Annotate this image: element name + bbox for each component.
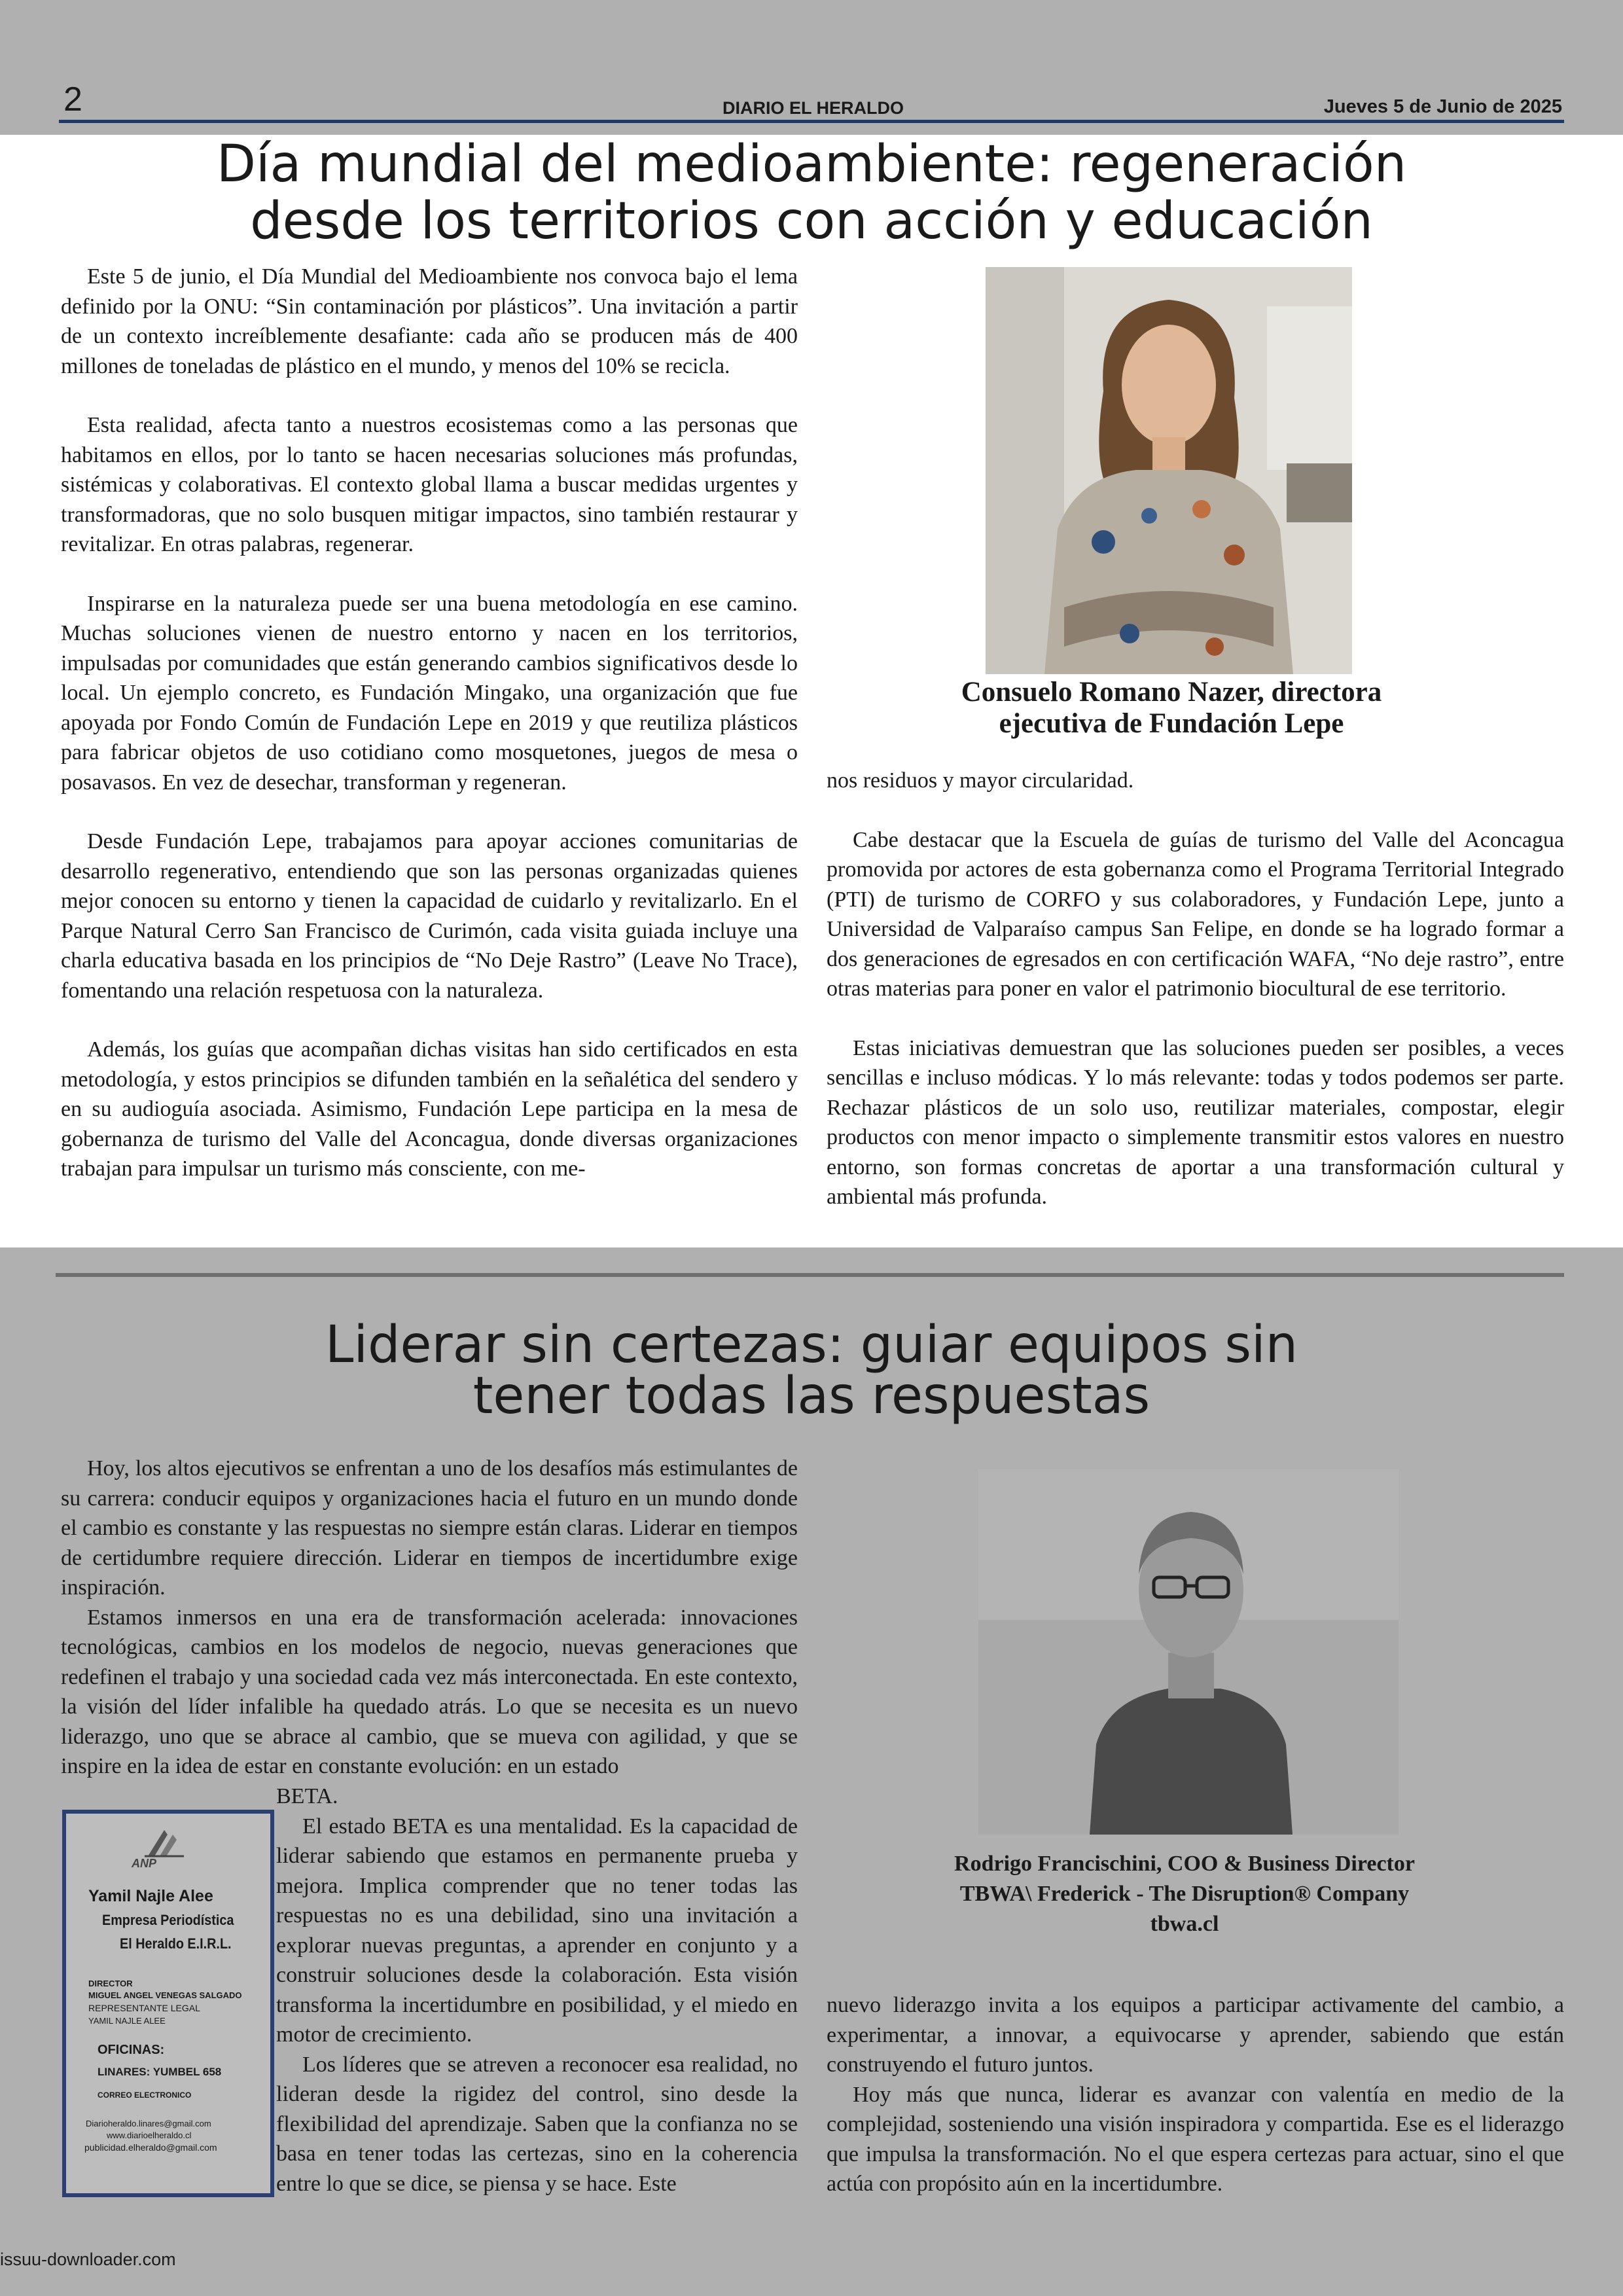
email-2: publicidad.elheraldo@gmail.com	[84, 2142, 217, 2153]
paragraph: Los líderes que se atreven a reconocer esa realidad, no lideran desde la rigidez del control, sino desde la flexibilidad del aprendizaje. Saben que la confianza no se basa en tener todas las certezas, sino en la coherencia entre lo que se dice, se piensa y se hace. Este	[276, 2052, 798, 2196]
portrait-caption	[897, 677, 1446, 740]
paragraph: Cabe destacar que la Escuela de guías de turismo del Valle del Aconcagua promovida por actores de esta gobernanza como el Programa Territorial Integrado (PTI) de turismo de CORFO y sus colaboradores, y Fundación Lepe, junto a Universidad de Valparaíso campus San Felipe, en donde se ha logrado formar a dos generaciones de egresados en con certificación WAFA, “No deje rastro”, entre otras materias para poner en valor el patrimonio biocultural de ese territorio.	[827, 827, 1564, 1001]
article-title-line1: Liderar sin certezas: guiar equipos sin	[325, 1316, 1298, 1374]
company-line2: El Heraldo E.I.R.L.	[120, 1935, 232, 1952]
article-title-line1: Día mundial del medioambiente: regeneración	[216, 135, 1407, 194]
paragraph: Estamos inmersos en una era de transformación acelerada: innovaciones tecnológicas, cambios en los modelos de negocio, nuevas generaciones que redefinen el trabajo y una sociedad cada vez más interconectada. En este contexto, la visión del líder infalible ha quedado atrás. Lo que se necesita es un nuevo liderazgo, uno que se abrace al cambio, que se mueva con agilidad, y que se inspire en la idea de estar en constante evolución: en un estado	[61, 1605, 798, 1778]
paragraph: Estas iniciativas demuestran que las soluciones pueden ser posibles, a veces sencillas e incluso módicas. Y lo más relevante: todas y todos podemos ser parte. Rechazar plásticos de un solo uso, reutilizar materiales, compostar, elegir productos con menor impacto o simplemente transmitir estos valores en nuestro entorno, son formas concretas de aportar a una transformación cultural y ambiental más profunda.	[827, 1035, 1564, 1209]
portrait-caption-2	[903, 1849, 1466, 1939]
portrait-photo	[986, 267, 1352, 674]
anp-logo-icon	[141, 1827, 187, 1859]
article2-narrow-column	[276, 1782, 798, 2198]
article-right-column	[827, 766, 1564, 1212]
owner-name: Yamil Najle Alee	[88, 1887, 213, 1905]
article-title-line2: tener todas las respuestas	[473, 1367, 1150, 1426]
paragraph: Inspirarse en la naturaleza puede ser una buena metodología en ese camino. Muchas soluciones vienen de nuestro entorno y nacen en los territorios, impulsadas por comunidades que están generando cambios significativos desde lo local. Un ejemplo concreto, es Fundación Mingako, una organización que fue apoyada por Fondo Común de Fundación Lepe en 2019 y que reutiliza plásticos para fabricar objetos de uso cotidiano como mosquetones, juegos de mesa o posavasos. En vez de desechar, transforman y regeneran.	[61, 591, 798, 795]
paragraph: Este 5 de junio, el Día Mundial del Medioambiente nos convoca bajo el lema definido por la ONU: “Sin contaminación por plásticos”. Una invitación a partir de un contexto increíblemente desafiante: cada año se producen más de 400 millones de toneladas de plástico en el mundo, y menos del 10% se recicla.	[61, 264, 798, 378]
issue-date: Jueves 5 de Junio de 2025	[1323, 96, 1562, 117]
article-title-line2: desde los territorios con acción y educación	[250, 192, 1373, 251]
paragraph: Esta realidad, afecta tanto a nuestros ecosistemas como a las personas que habitamos en ellos, por lo tanto se hacen necesarias soluciones más profundas, sistémicas y colaborativas. El contexto global llama a buscar medidas urgentes y transformadoras, que no solo busquen mitigar impactos, sino también restaurar y revitalizar. En otras palabras, regenerar.	[61, 413, 798, 556]
logo-text: ANP	[132, 1857, 157, 1870]
rep-label: REPRESENTANTE LEGAL	[88, 2003, 200, 2013]
article2-left-top	[61, 1454, 798, 1782]
article-environment	[0, 135, 1623, 1247]
header-rule	[59, 120, 1564, 123]
paragraph: Además, los guías que acompañan dichas visitas han sido certificados en esta metodología, y estos principios se difunden también en la señalética del sendero y en su audioguía asociada. Asimismo, Fundación Lepe participa en la mesa de gobernanza de turismo del Valle del Aconcagua, donde diversas organizaciones trabajan para impulsar un turismo más consciente, con me-	[61, 1037, 798, 1181]
portrait-photo-2	[978, 1469, 1399, 1835]
caption-line3: tbwa.cl	[1150, 1912, 1219, 1936]
article-left-column	[61, 262, 798, 1184]
paragraph: nos residuos y mayor circularidad.	[827, 768, 1134, 793]
rep-name: YAMIL NAJLE ALEE	[88, 2016, 166, 2026]
caption-line1: Rodrigo Francischini, COO & Business Director	[954, 1852, 1415, 1876]
caption-line1: Consuelo Romano Nazer, directora	[961, 677, 1382, 708]
paragraph: El estado BETA es una mentalidad. Es la capacidad de liderar sabiendo que estamos en permanente prueba y mejora. Implica comprender que no tener todas las respuestas no es una debilidad, sino una invitación a explorar nuevas preguntas, a aprender en conjunto y a construir soluciones desde la colaboración. Esta visión transforma la incertidumbre en posibilidad, y el miedo en motor de crecimiento.	[276, 1814, 798, 2047]
caption-line2: ejecutiva de Fundación Lepe	[999, 708, 1344, 739]
paragraph: Desde Fundación Lepe, trabajamos para apoyar acciones comunitarias de desarrollo regenerativo, entendiendo que son las personas organizadas quienes mejor conocen su entorno y tienen la capacidad de cuidarlo y revitalizarlo. En el Parque Natural Cerro San Francisco de Curimón, cada visita guiada incluye una charla educativa basada en los principios de “No Deje Rastro” (Leave No Trace), fomentando una relación respetuosa con la naturaleza.	[61, 829, 798, 1003]
email-1: Diarioheraldo.linares@gmail.com	[86, 2119, 211, 2128]
article-leadership-title	[0, 1316, 1623, 1446]
paper-name: DIARIO EL HERALDO	[722, 98, 904, 118]
offices-value: LINARES: YUMBEL 658	[98, 2066, 222, 2078]
caption-line2: TBWA\ Frederick - The Disruption® Company	[959, 1882, 1410, 1906]
company-line1: Empresa Periodística	[102, 1912, 234, 1928]
article-separator	[56, 1273, 1564, 1277]
portrait-image	[986, 267, 1352, 674]
masthead-box	[62, 1810, 274, 2197]
paragraph: Hoy, los altos ejecutivos se enfrentan a uno de los desafíos más estimulantes de su carrera: conducir equipos y organizaciones hacia el futuro en un mundo donde el cambio es constante y las respuestas no siempre están claras. Liderar en tiempos de certidumbre requiere dirección. Liderar en tiempos de incertidumbre exige inspiración.	[61, 1456, 798, 1600]
website: www.diarioelheraldo.cl	[107, 2130, 192, 2140]
article2-right-column	[827, 1990, 1564, 2199]
watermark-text: issuu-downloader.com	[0, 2250, 176, 2269]
paragraph: Hoy más que nunca, liderar es avanzar con valentía en medio de la complejidad, sosteniendo una visión inspiradora y compartida. Ese es el liderazgo que impulsa la transformación. No el que espera certezas para actuar, sino el que actúa con propósito aún en la incertidumbre.	[827, 2082, 1564, 2196]
portrait-image-2	[978, 1469, 1399, 1835]
paragraph: BETA.	[276, 1784, 338, 1808]
email-label: CORREO ELECTRONICO	[98, 2090, 192, 2100]
director-name: MIGUEL ANGEL VENEGAS SALGADO	[88, 1990, 242, 2000]
page-number: 2	[63, 81, 82, 118]
paragraph: nuevo liderazgo invita a los equipos a participar activamente del cambio, a experimentar, a innovar, a equivocarse y aprender, sabiendo que están construyendo el futuro juntos.	[827, 1993, 1564, 2077]
director-label: DIRECTOR	[88, 1979, 133, 1988]
offices-label: OFICINAS:	[98, 2043, 165, 2057]
